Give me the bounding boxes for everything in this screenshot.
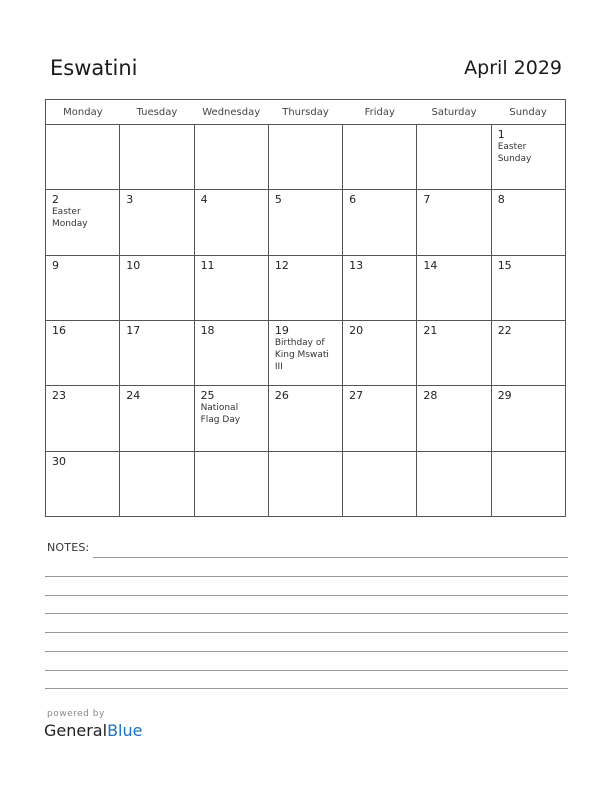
day-number: 9 (52, 258, 59, 272)
notes-line (45, 595, 568, 596)
day-cell (120, 190, 194, 255)
week-row (46, 386, 566, 451)
day-number: 4 (200, 193, 208, 207)
day-number: 23 (52, 389, 66, 403)
notes-line (45, 688, 568, 689)
day-cell (491, 255, 565, 320)
day-cell (491, 190, 565, 255)
day-number: 28 (423, 389, 438, 403)
day-cell (46, 320, 120, 385)
calendar-grid (45, 99, 566, 517)
notes-label: NOTES: (47, 541, 90, 554)
weekday-thursday: Thursday (268, 100, 342, 125)
notes-line (45, 576, 568, 577)
day-number: 10 (126, 258, 141, 272)
day-cell (46, 125, 120, 190)
day-number: 6 (349, 193, 357, 207)
notes-line (45, 651, 568, 652)
day-number: 30 (52, 454, 66, 468)
week-row (46, 255, 566, 320)
holiday-label: Easter Monday (52, 207, 88, 230)
day-cell (46, 386, 120, 451)
day-number: 18 (200, 323, 215, 337)
day-cell (46, 190, 120, 255)
day-number: 1 (497, 128, 505, 141)
day-number: 24 (126, 389, 141, 403)
day-number: 3 (126, 193, 134, 207)
day-number: 26 (274, 389, 289, 403)
day-cell (417, 255, 491, 320)
day-cell (343, 255, 417, 320)
powered-by-text: powered by (47, 709, 105, 719)
day-cell (120, 255, 194, 320)
day-number: 19 (274, 323, 289, 337)
day-cell (46, 255, 120, 320)
weekday-wednesday: Wednesday (194, 100, 268, 125)
week-row (46, 190, 566, 255)
day-number: 5 (274, 193, 282, 207)
weekday-tuesday: Tuesday (120, 100, 194, 125)
day-cell (417, 320, 491, 385)
notes-line (45, 632, 568, 633)
day-number: 7 (423, 193, 431, 207)
week-row (46, 451, 566, 516)
day-cell (194, 255, 268, 320)
day-cell (417, 451, 491, 516)
day-cell (491, 386, 565, 451)
month-year-title: April 2029 (464, 57, 562, 79)
weekday-header-row (46, 100, 566, 125)
day-cell (343, 386, 417, 451)
day-number: 15 (497, 258, 512, 272)
day-cell (268, 451, 342, 516)
day-cell (194, 125, 268, 190)
day-number: 13 (349, 258, 364, 272)
day-cell (343, 125, 417, 190)
day-cell (120, 386, 194, 451)
day-number: 8 (497, 193, 505, 207)
day-number: 16 (52, 323, 66, 337)
day-number: 14 (423, 258, 438, 272)
day-cell (194, 320, 268, 385)
day-number: 12 (274, 258, 289, 272)
day-cell (343, 451, 417, 516)
day-number: 11 (200, 258, 215, 272)
day-cell (120, 320, 194, 385)
day-cell (268, 386, 342, 451)
holiday-label: Easter Sunday (497, 142, 532, 164)
weekday-monday: Monday (46, 100, 120, 125)
day-cell (120, 451, 194, 516)
day-number: 29 (497, 389, 512, 403)
brand-blue: Blue (107, 721, 143, 740)
day-cell (417, 386, 491, 451)
week-row (46, 125, 566, 190)
day-cell (343, 320, 417, 385)
day-cell (417, 125, 491, 190)
day-cell (491, 125, 565, 190)
day-cell (120, 125, 194, 190)
day-cell (46, 451, 120, 516)
weekday-sunday: Sunday (491, 100, 565, 125)
day-cell (268, 255, 342, 320)
day-cell (194, 190, 268, 255)
day-number: 27 (349, 389, 364, 403)
notes-line (45, 670, 568, 671)
holiday-label: Birthday of King Mswati III (274, 337, 329, 372)
notes-line (45, 613, 568, 614)
holiday-label: National Flag Day (200, 403, 241, 426)
day-number: 22 (497, 323, 512, 337)
day-cell (268, 125, 342, 190)
day-cell (343, 190, 417, 255)
day-number: 2 (52, 193, 59, 207)
brand-logo (44, 721, 142, 740)
day-cell (268, 190, 342, 255)
day-cell (417, 190, 491, 255)
brand-general: General (44, 721, 108, 740)
day-number: 21 (423, 323, 438, 337)
day-cell (194, 451, 268, 516)
weekday-saturday: Saturday (417, 100, 491, 125)
day-number: 17 (126, 323, 141, 337)
notes-line (93, 557, 568, 558)
week-row (46, 320, 566, 385)
day-number: 20 (349, 323, 364, 337)
day-number: 25 (200, 389, 215, 403)
day-cell (491, 451, 565, 516)
country-title: Eswatini (50, 56, 138, 80)
day-cell (491, 320, 565, 385)
weekday-friday: Friday (343, 100, 417, 125)
day-cell (268, 320, 342, 385)
day-cell (194, 386, 268, 451)
